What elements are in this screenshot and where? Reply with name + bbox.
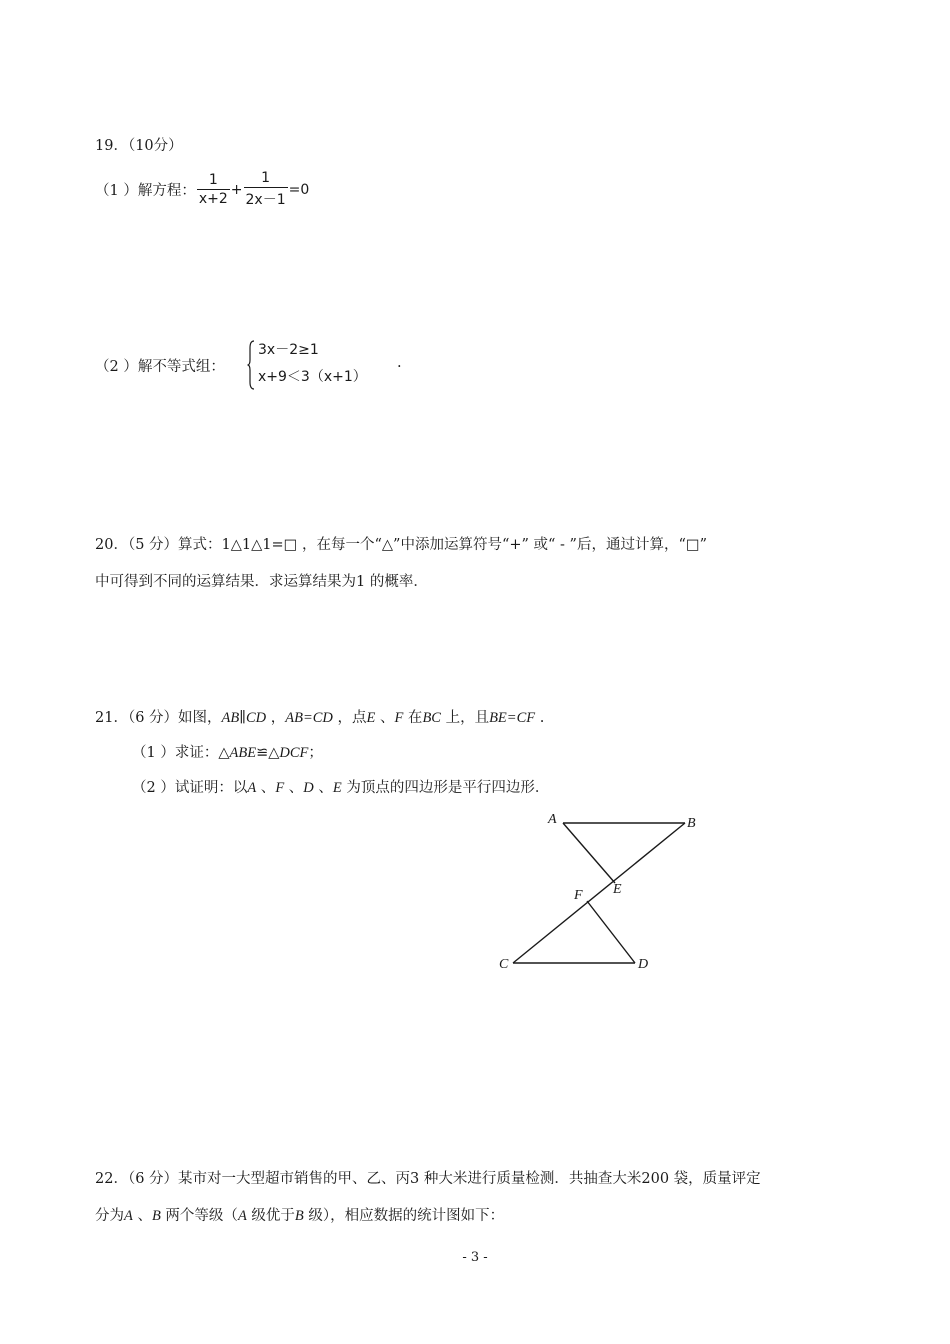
vertex-d: D [303,780,314,796]
point-e: E [366,710,376,726]
segment-bc [513,823,685,963]
q19-part2-label: （2 ）解不等式组： [95,359,225,375]
cond-be-eq-cf: BE=CF [489,710,536,726]
q19-equation [196,170,310,208]
triangle-abe: ABE [229,745,257,761]
label-d: D [638,957,649,972]
q21-part2 [132,776,549,797]
grade-a: A [124,1208,133,1224]
q20-line1: 20．（5 分）算式：1△1△1=□ ，在每一个“△”中添加运算符号“+” 或“ - ”后，通过计算，“□” [95,537,707,553]
q19-part1 [95,170,309,209]
label-f: F [574,888,583,903]
label-b: B [687,816,696,831]
vertex-f: F [275,780,285,796]
q21-sep3: 、 [375,710,395,726]
grade-b-2: B [294,1208,304,1224]
q21-stem [95,706,544,727]
q21-part1-end: ； [308,745,323,761]
fraction-2 [244,170,288,209]
inequality-1: 3x－2≥1 [258,342,319,358]
q22-line1: 22．（6 分）某市对一大型超市销售的甲、乙、丙3 种大米进行质量检测．共抽查大米200 袋，质量评定 [95,1171,761,1187]
seg-bc: BC [422,710,441,726]
q21-sep4: 在 [403,710,423,726]
cond-ab-eq-cd: AB=CD [285,710,333,726]
q21-part1 [132,741,323,762]
q21-prefix: 21．（6 分）如图， [95,710,222,726]
system-brace-icon [247,340,255,390]
q21-part2-sep3: 、 [313,780,333,796]
label-a: A [548,812,557,827]
q19-part2-period: . [397,355,402,371]
triangle-dcf: DCF [279,745,309,761]
fraction-1 [197,172,230,207]
q21-part1-a: （1 ）求证：△ [132,745,230,761]
label-e: E [613,882,622,897]
plus-sign: + [230,181,243,198]
q22-l2-e: 两个等级（ [160,1208,238,1224]
q22-l2-sep: 、 [132,1208,152,1224]
parallel-symbol: ∥ [239,710,246,726]
label-c: C [499,957,509,972]
segment-fd [587,901,635,963]
segment-ae [563,823,615,883]
vertex-e: E [332,780,342,796]
grade-a-2: A [237,1208,247,1224]
fraction-2-numerator: 1 [244,170,288,188]
q22-line2 [95,1204,504,1225]
page-number: - 3 - [462,1250,488,1265]
inequality-2: x+9＜3（x+1） [258,369,367,385]
q22-l2-end: 级），相应数据的统计图如下： [303,1208,505,1224]
q22-l2-g: 级优于 [246,1208,295,1224]
q21-part2-a: （2 ）试证明：以 [132,780,248,796]
q21-sep5: 上，且 [440,710,490,726]
q21-sep1: ， [266,710,286,726]
q21-part2-sep2: 、 [284,780,304,796]
fraction-2-denominator: 2x－1 [245,192,286,208]
q19-header: 19．（10分） [95,138,183,154]
q22-l2-a: 分为 [95,1208,124,1224]
vertex-a: A [247,780,257,796]
seg-cd: CD [245,710,267,726]
equals-zero: =0 [288,181,310,198]
seg-ab: AB [221,710,240,726]
congruent-symbol: ≌△ [256,745,280,761]
q20-line2: 中可得到不同的运算结果．求运算结果为1 的概率． [95,574,428,590]
q21-sep2: ，点 [332,710,367,726]
q21-part2-sep1: 、 [256,780,276,796]
grade-b: B [151,1208,161,1224]
geometry-figure [490,805,710,980]
fraction-1-numerator: 1 [197,172,230,190]
fraction-1-denominator: x+2 [198,191,228,207]
point-f: F [394,710,404,726]
q21-end: . [535,710,545,726]
q19-part1-label: （1 ）解方程： [95,183,196,199]
q21-part2-end: 为顶点的四边形是平行四边形． [341,780,550,796]
